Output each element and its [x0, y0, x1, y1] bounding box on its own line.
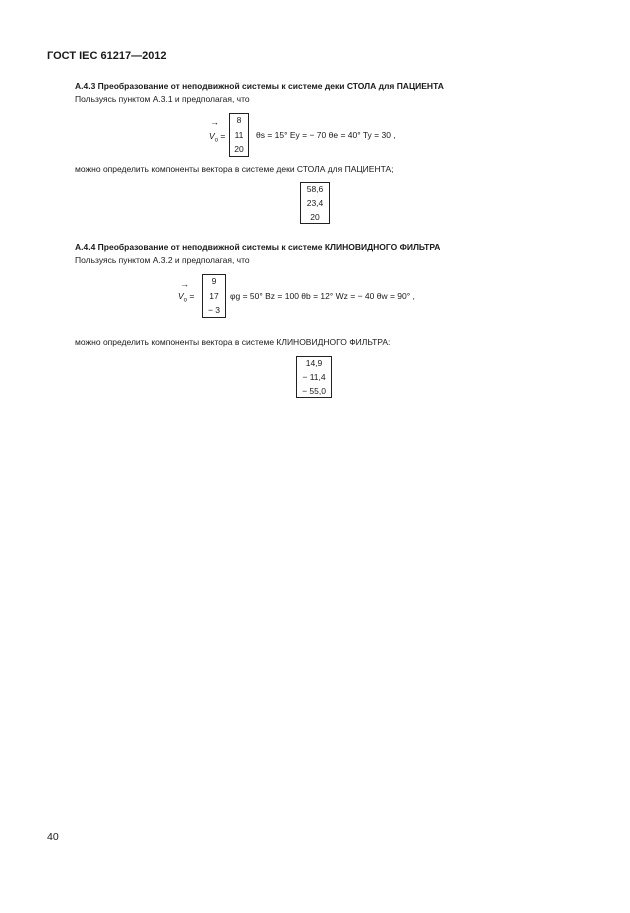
result-component: − 11,4	[302, 371, 326, 382]
section-a44-title: А.4.4 Преобразование от неподвижной системы к системе КЛИНОВИДНОГО ФИЛЬТРА	[75, 242, 441, 252]
section-a43-parameters: θs = 15° Ey = − 70 θe = 40° Ty = 30 ,	[256, 130, 396, 140]
section-a44-vector-matrix	[202, 274, 226, 318]
result-component: 58,6	[306, 183, 324, 194]
vector-component: − 3	[207, 305, 221, 316]
vector-component: 8	[236, 115, 242, 126]
section-a44-vector-label: $V_o$ =	[178, 291, 195, 304]
vector-arrow: →	[180, 279, 189, 289]
section-a43-conclusion: можно определить компоненты вектора в системе деки СТОЛА для ПАЦИЕНТА;	[75, 164, 394, 174]
section-a43-result-matrix	[300, 182, 330, 224]
vector-component: 17	[209, 290, 219, 301]
result-component: 20	[310, 211, 320, 222]
result-component: − 55,0	[302, 385, 326, 396]
vector-component: 11	[234, 129, 244, 140]
document-code: ГОСТ IEC 61217—2012	[47, 50, 167, 62]
section-a43-title: А.4.3 Преобразование от неподвижной системы к системе деки СТОЛА для ПАЦИЕНТА	[75, 81, 444, 91]
result-component: 23,4	[306, 197, 324, 208]
vector-arrow: →	[210, 117, 219, 127]
section-a44-intro: Пользуясь пунктом А.3.2 и предполагая, что	[75, 255, 250, 265]
section-a43-vector-matrix	[229, 113, 249, 157]
section-a44-result-matrix	[296, 356, 332, 398]
result-component: 14,9	[305, 357, 323, 368]
section-a44-conclusion: можно определить компоненты вектора в системе КЛИНОВИДНОГО ФИЛЬТРА:	[75, 337, 391, 347]
section-a43-vector-label: $V_o$ =	[209, 131, 226, 144]
section-a44-parameters: φg = 50° Bz = 100 θb = 12° Wz = − 40 θw = 90° ,	[230, 291, 415, 301]
vector-component: 9	[211, 276, 217, 287]
vector-component: 20	[234, 144, 244, 155]
section-a43-intro: Пользуясь пунктом А.3.1 и предполагая, что	[75, 94, 250, 104]
page-number: 40	[47, 831, 59, 843]
